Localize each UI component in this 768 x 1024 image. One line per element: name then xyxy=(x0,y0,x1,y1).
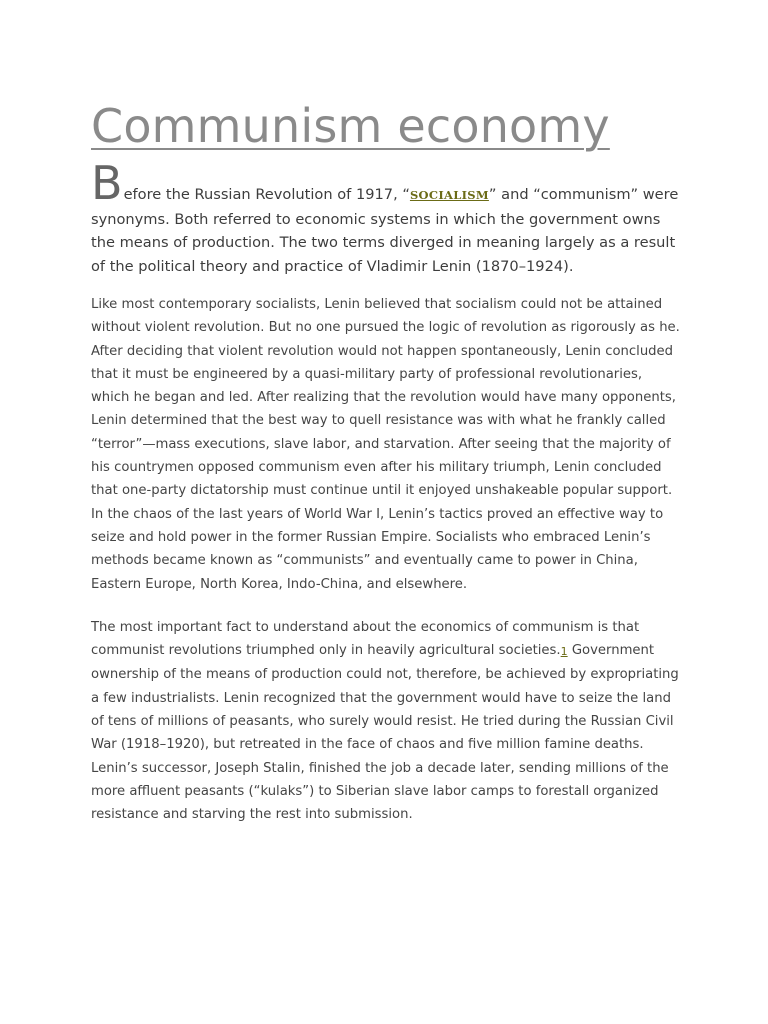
paragraph-2-text-before-footnote: The most important fact to understand about the economics of communism is that communist revolutions triumphed only in heavily agricultural societies. xyxy=(91,619,640,659)
footnote-link-1[interactable]: 1 xyxy=(560,645,568,659)
socialism-link[interactable]: SOCIALISM xyxy=(409,188,489,202)
page-title: Communism economy xyxy=(91,99,610,153)
paragraph-2-text-after-footnote: Government ownership of the means of production could not, therefore, be achieved by expropriating a few industrialists. Lenin recognized that the government would have to seize the land of tens of millions of peasants, who surely would resist. He tried during the Russian Civil War (1918–1920), but retreated in the face of chaos and five million famine deaths. Lenin’s successor, Joseph Stalin, finished the job a decade later, sending millions of the more affluent peasants (“kulaks”) to Siberian slave labor camps to forestall organized resistance and starving the rest into submission. xyxy=(91,643,679,823)
lead-text-after-link: ” and “communism” were synonyms. Both referred to economic systems in which the government owns the means of production. The two terms diverged in meaning largely as a result of the political theory and practice of Vladimir Lenin (1870–1924). xyxy=(91,186,679,275)
body-paragraph-2 xyxy=(91,616,681,827)
document-page xyxy=(91,96,681,827)
lead-paragraph xyxy=(91,156,681,278)
lead-text-before-link: efore the Russian Revolution of 1917, “ xyxy=(123,186,410,203)
body-paragraph-1: Like most contemporary socialists, Lenin believed that socialism could not be attained without violent revolution. But no one pursued the logic of revolution as rigorously as he. After deciding that violent revolution would not happen spontaneously, Lenin concluded that it must be engineered by a quasi-military party of professional revolutionaries, which he began and led. After realizing that the revolution would have many opponents, Lenin determined that the best way to quell resistance was with what he frankly called “terror”—mass executions, slave labor, and starvation. After seeing that the majority of his countrymen opposed communism even after his military triumph, Lenin concluded that one-party dictatorship must continue until it enjoyed unshakeable popular support. In the chaos of the last years of World War I, Lenin’s tactics proved an effective way to seize and hold power in the former Russian Empire. Socialists who embraced Lenin’s methods became known as “communists” and eventually came to power in China, Eastern Europe, North Korea, Indo-China, and elsewhere. xyxy=(91,297,680,592)
drop-cap-letter: B xyxy=(91,156,123,210)
